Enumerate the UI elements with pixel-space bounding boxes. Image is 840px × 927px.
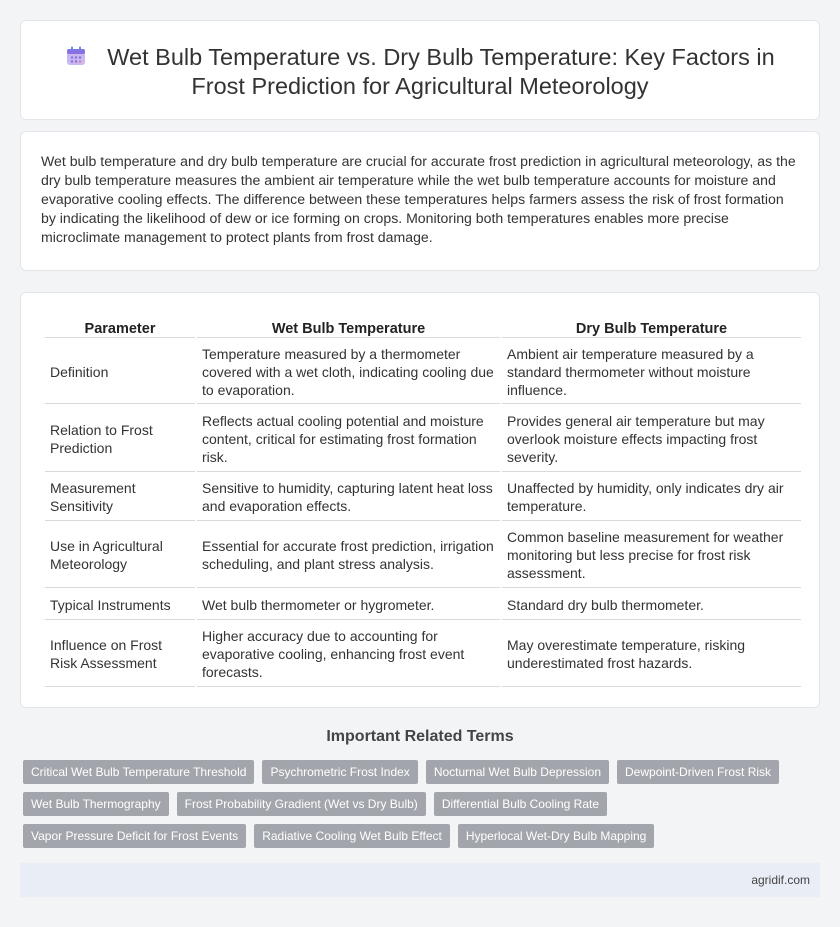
table-cell-dry-bulb: Common baseline measurement for weather monitoring but less precise for frost risk assessment. xyxy=(502,523,801,588)
table-cell-dry-bulb: Unaffected by humidity, only indicates dry air temperature. xyxy=(502,474,801,521)
table-cell-wet-bulb: Wet bulb thermometer or hygrometer. xyxy=(197,590,500,620)
comparison-table-card xyxy=(20,292,820,708)
table-row xyxy=(45,622,801,687)
table-cell-dry-bulb: Standard dry bulb thermometer. xyxy=(502,590,801,620)
table-cell-wet-bulb: Reflects actual cooling potential and moisture content, critical for estimating frost formation risk. xyxy=(197,406,500,472)
related-term-tag[interactable]: Critical Wet Bulb Temperature Threshold xyxy=(23,760,254,784)
related-terms-heading: Important Related Terms xyxy=(326,728,514,745)
table-cell-dry-bulb: Provides general air temperature but may overlook moisture effects impacting frost severity. xyxy=(502,406,801,472)
table-cell-wet-bulb: Essential for accurate frost prediction, irrigation scheduling, and plant stress analysis. xyxy=(197,523,500,588)
related-term-tag[interactable]: Radiative Cooling Wet Bulb Effect xyxy=(254,824,450,848)
related-term-tag[interactable]: Psychrometric Frost Index xyxy=(262,760,417,784)
comparison-table xyxy=(43,315,803,689)
table-cell-dry-bulb: May overestimate temperature, risking underestimated frost hazards. xyxy=(502,622,801,687)
table-row xyxy=(45,340,801,404)
table-cell-dry-bulb: Ambient air temperature measured by a standard thermometer without moisture influence. xyxy=(502,340,801,404)
header-card xyxy=(20,20,820,120)
intro-card xyxy=(20,131,820,271)
related-term-tag[interactable]: Frost Probability Gradient (Wet vs Dry Bulb) xyxy=(177,792,426,816)
column-header: Wet Bulb Temperature xyxy=(197,317,500,338)
table-cell-wet-bulb: Sensitive to humidity, capturing latent heat loss and evaporation effects. xyxy=(197,474,500,521)
footer-site-link[interactable]: agridif.com xyxy=(751,873,810,887)
footer xyxy=(20,863,820,897)
title-text: Wet Bulb Temperature vs. Dry Bulb Temperature: Key Factors in Frost Prediction for Agricultural Meteorology xyxy=(107,44,775,99)
related-terms-list xyxy=(23,760,823,848)
intro-paragraph: Wet bulb temperature and dry bulb temperature are crucial for accurate frost prediction in agricultural meteorology, as the dry bulb temperature measures the ambient air temperature while the wet bulb temperature accounts for moisture and evaporative cooling effects. The difference between these temperatures helps farmers assess the risk of frost formation by indicating the likelihood of dew or ice forming on crops. Monitoring both temperatures enables more precise microclimate management to protect plants from frost damage. xyxy=(41,153,796,245)
table-row xyxy=(45,523,801,588)
table-cell-parameter: Relation to Frost Prediction xyxy=(45,406,195,472)
related-term-tag[interactable]: Wet Bulb Thermography xyxy=(23,792,169,816)
table-row xyxy=(45,590,801,620)
column-header: Dry Bulb Temperature xyxy=(502,317,801,338)
page-title xyxy=(51,43,789,101)
table-cell-parameter: Typical Instruments xyxy=(45,590,195,620)
table-row xyxy=(45,406,801,472)
related-term-tag[interactable]: Nocturnal Wet Bulb Depression xyxy=(426,760,609,784)
table-cell-parameter: Measurement Sensitivity xyxy=(45,474,195,521)
table-row xyxy=(45,474,801,521)
related-term-tag[interactable]: Hyperlocal Wet-Dry Bulb Mapping xyxy=(458,824,655,848)
related-term-tag[interactable]: Vapor Pressure Deficit for Frost Events xyxy=(23,824,246,848)
table-cell-wet-bulb: Higher accuracy due to accounting for evaporative cooling, enhancing frost event forecasts. xyxy=(197,622,500,687)
column-header: Parameter xyxy=(45,317,195,338)
table-cell-parameter: Use in Agricultural Meteorology xyxy=(45,523,195,588)
table-cell-parameter: Definition xyxy=(45,340,195,404)
calendar-icon xyxy=(65,45,87,67)
related-term-tag[interactable]: Differential Bulb Cooling Rate xyxy=(434,792,607,816)
related-term-tag[interactable]: Dewpoint-Driven Frost Risk xyxy=(617,760,779,784)
table-cell-wet-bulb: Temperature measured by a thermometer covered with a wet cloth, indicating cooling due to evaporation. xyxy=(197,340,500,404)
table-header-row xyxy=(45,317,801,338)
table-cell-parameter: Influence on Frost Risk Assessment xyxy=(45,622,195,687)
